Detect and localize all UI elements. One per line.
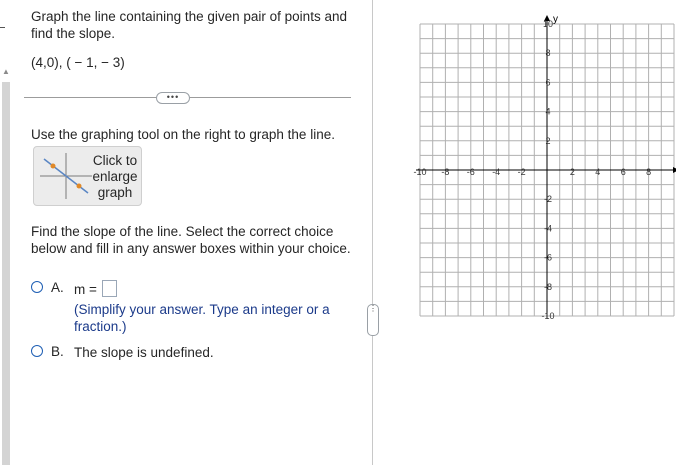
x-tick-label: -6 (466, 167, 475, 177)
splitter-handle[interactable]: ⋮ (367, 304, 379, 336)
graphing-instructions: Use the graphing tool on the right to graph the line. (31, 127, 335, 142)
collapse-marker (0, 27, 5, 28)
y-tick-label: -4 (543, 223, 553, 234)
choice-b-radio[interactable] (31, 345, 43, 357)
x-tick-label: -2 (517, 167, 526, 177)
x-tick-label: -10 (413, 167, 427, 177)
left-scroll-strip[interactable] (0, 0, 11, 465)
slope-answer-input[interactable] (102, 280, 117, 297)
x-tick-label: 2 (569, 167, 575, 177)
coordinate-graph[interactable] (400, 14, 676, 320)
x-tick-label: 8 (646, 167, 652, 177)
choice-a-letter: A. (51, 280, 64, 295)
question-title: Graph the line containing the given pair of points and find the slope. (31, 9, 347, 41)
choice-b-letter: B. (51, 344, 64, 359)
enlarge-label-line-2: enlarge (92, 169, 138, 184)
panel-splitter[interactable] (372, 0, 373, 465)
x-axis-arrow-icon (673, 167, 676, 173)
x-tick-label: -4 (492, 167, 501, 177)
x-tick-label: 6 (620, 167, 626, 177)
enlarge-label-line-3: graph (97, 185, 133, 200)
y-tick-label: -6 (543, 252, 553, 263)
graph-thumbnail-icon (40, 153, 92, 199)
scroll-up-arrow-icon[interactable]: ▲ (2, 67, 10, 76)
scrollbar-thumb[interactable] (2, 82, 10, 465)
y-tick-label: 6 (545, 77, 551, 88)
choice-a-radio[interactable] (31, 281, 43, 293)
y-tick-label: 4 (545, 106, 551, 117)
answer-hint: (Simplify your answer. Type an integer or a fraction.) (74, 302, 330, 334)
x-tick-label: -8 (441, 167, 450, 177)
enlarge-graph-label (92, 153, 138, 201)
x-tick-label: 4 (595, 167, 601, 177)
given-points: (4,0), ( − 1, − 3) (31, 55, 125, 70)
y-tick-label: -10 (541, 311, 555, 320)
slope-instructions: Find the slope of the line. Select the correct choice below and fill in any answer boxes within your choice. (31, 224, 351, 256)
y-tick-label: -8 (543, 281, 553, 292)
y-tick-label: 2 (545, 135, 551, 146)
show-more-button[interactable]: ••• (156, 92, 190, 104)
slope-label: m = (74, 282, 97, 297)
y-tick-label: -2 (543, 194, 553, 205)
choice-b-text: The slope is undefined. (74, 345, 214, 360)
enlarge-graph-button[interactable] (33, 146, 142, 206)
y-axis-label: y (553, 14, 558, 25)
enlarge-label-line-1: Click to (92, 153, 138, 168)
y-tick-label: 8 (545, 48, 551, 59)
y-tick-label: 10 (542, 19, 554, 29)
